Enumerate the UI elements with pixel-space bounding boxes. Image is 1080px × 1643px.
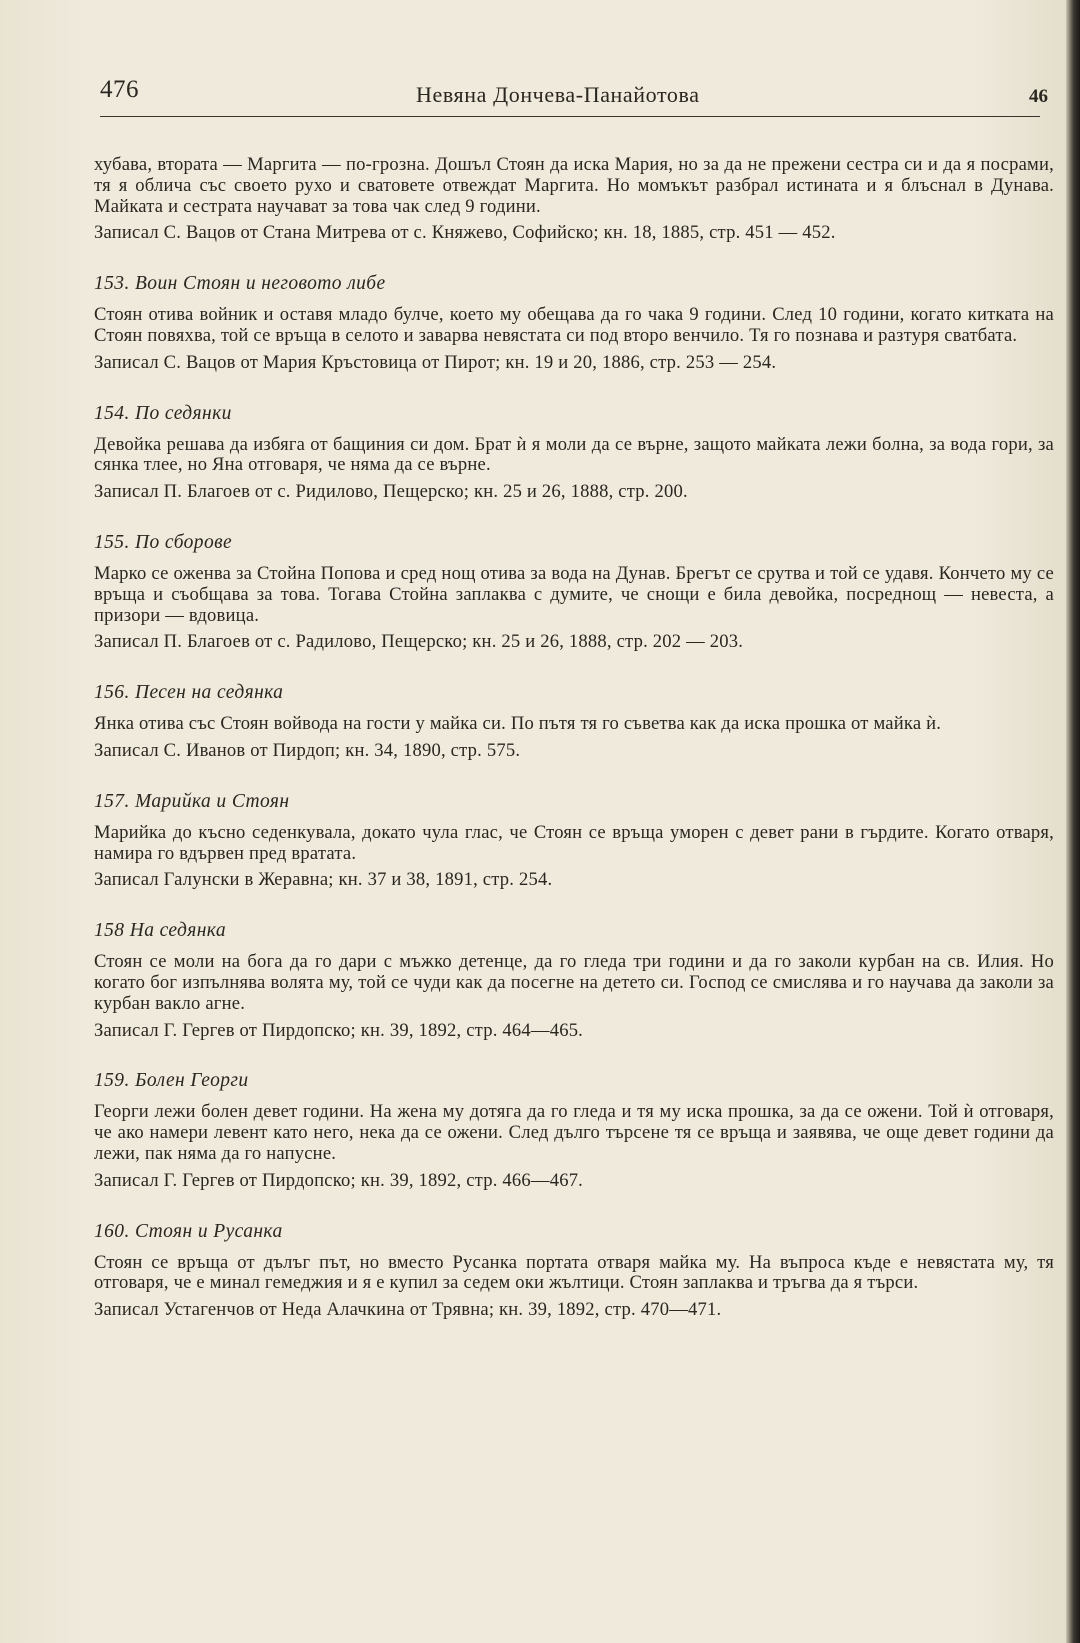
entry-source: Записал С. Иванов от Пирдоп; кн. 34, 1890, стр. 575. [94,739,521,761]
entry-title: 156. Песен на седянка [94,682,284,704]
entry-title: 160. Стоян и Русанка [94,1220,283,1242]
entry-title: 153. Воин Стоян и неговото либе [94,273,386,295]
page-binding-edge [1066,0,1080,1643]
entry-source: Записал С. Вацов от Мария Кръстовица от Пирот; кн. 19 и 20, 1886, стр. 253 — 254. [94,351,777,373]
entry-156 [94,682,1054,762]
entry-160 [94,1221,1054,1321]
entry-153 [94,273,1054,373]
entry-summary: Стоян отива войник и оставя младо булче, което му обещава да го чака 9 години. След 10 години, когато китката на Стоян повяхва, той се връща в селото и заварва невястата си под второ венчило. Тя го познава и разтуря сватбата. [94,304,1054,346]
entry-source: Записал С. Вацов от Стана Митрева от с. Княжево, Софийско; кн. 18, 1885, стр. 451 — 452. [94,222,836,244]
entry-source: Записал Галунски в Жеравна; кн. 37 и 38, 1891, стр. 254. [94,869,553,891]
entry-source: Записал П. Благоев от с. Ридилово, Пещерско; кн. 25 и 26, 1888, стр. 200. [94,481,688,503]
entry-source: Записал Г. Гергев от Пирдопско; кн. 39, 1892, стр. 464—465. [94,1019,584,1041]
entry-summary: Марийка до късно седенкувала, докато чула глас, че Стоян се връща уморен с девет рани в гърдите. Когато отваря, намира го вдървен пред вратата. [94,821,1054,864]
header-right-fragment: 46 [1029,86,1048,107]
entry-157 [94,791,1054,891]
entry-title: 155. По сборове [94,531,233,553]
entry-source: Записал Устагенчов от Неда Алачкина от Трявна; кн. 39, 1892, стр. 470—471. [94,1299,722,1321]
entry-summary: Георги лежи болен девет години. На жена му дотяга да го гледа и тя му иска прошка, за да се ожени. Той ѝ отговаря, че ако намери левент като него, нека да се ожени. След дълго търсене тя се връща и заявява, че още девет години да лежи, пак няма да го напусне. [94,1101,1054,1164]
page-header [100,76,1060,116]
entry-summary: Марко се оженва за Стойна Попова и сред нощ отива за вода на Дунав. Брегът се срутва и той се удавя. Кончето му се връща и съобщава за това. Тогава Стойна заплаква с думите, че снощи е била девойка, посреднощ — невеста, а призори — вдовица. [94,562,1054,626]
entry-159 [94,1070,1054,1191]
entry-summary: хубава, втората — Маргита — по-грозна. Дошъл Стоян да иска Мария, но за да не прежени сестра си и да я посрами, тя я облича със своето рухо и сватовете отвеждат Маргита. Но момъкът разбрал истината и я блъснал в Дунава. Майката и сестрата научават за това чак след 9 години. [94,154,1054,217]
entry-155 [94,532,1054,653]
entry-154 [94,403,1054,503]
running-title: Невяна Дончева-Панайотова [416,82,700,107]
page-number: 476 [100,76,139,103]
entry-title: 154. По седянки [94,402,232,424]
page-content [94,155,1054,1321]
entry-title: 157. Марийка и Стоян [94,790,290,812]
entry-title: 159. Болен Георги [94,1070,249,1092]
entry-source: Записал П. Благоев от с. Радилово, Пещерско; кн. 25 и 26, 1888, стр. 202 — 203. [94,631,744,653]
entry-title: 158 На седянка [94,920,226,942]
entry-source: Записал Г. Гергев от Пирдопско; кн. 39, 1892, стр. 466—467. [94,1169,584,1191]
entry-summary: Стоян се връща от дълъг път, но вместо Русанка портата отваря майка му. На въпроса къде е невястата му, тя отговаря, че е минал гемеджия и я е купил за седем оки жълтици. Стоян заплаква и тръгва да я търси. [94,1251,1054,1294]
entry-summary: Янка отива със Стоян войвода на гости у майка си. По пътя тя го съветва как да иска прошка от майка ѝ. [94,713,942,735]
entry-158 [94,920,1054,1041]
header-rule [100,116,1040,117]
entry-summary: Девойка решава да избяга от бащиния си дом. Брат ѝ я моли да се върне, защото майката лежи болна, за вода гори, за сянка тлее, но Яна отговаря, че няма да се върне. [94,433,1054,476]
entry-summary: Стоян се моли на бога да го дари с мъжко детенце, да го гледа три години и да го заколи курбан на св. Илия. Но когато бог изпълнява волята му, той се чуди как да посегне на детето си. Господ се смислява и го научава да заколи за курбан вакло агне. [94,951,1054,1014]
entry-continuation [94,155,1054,244]
